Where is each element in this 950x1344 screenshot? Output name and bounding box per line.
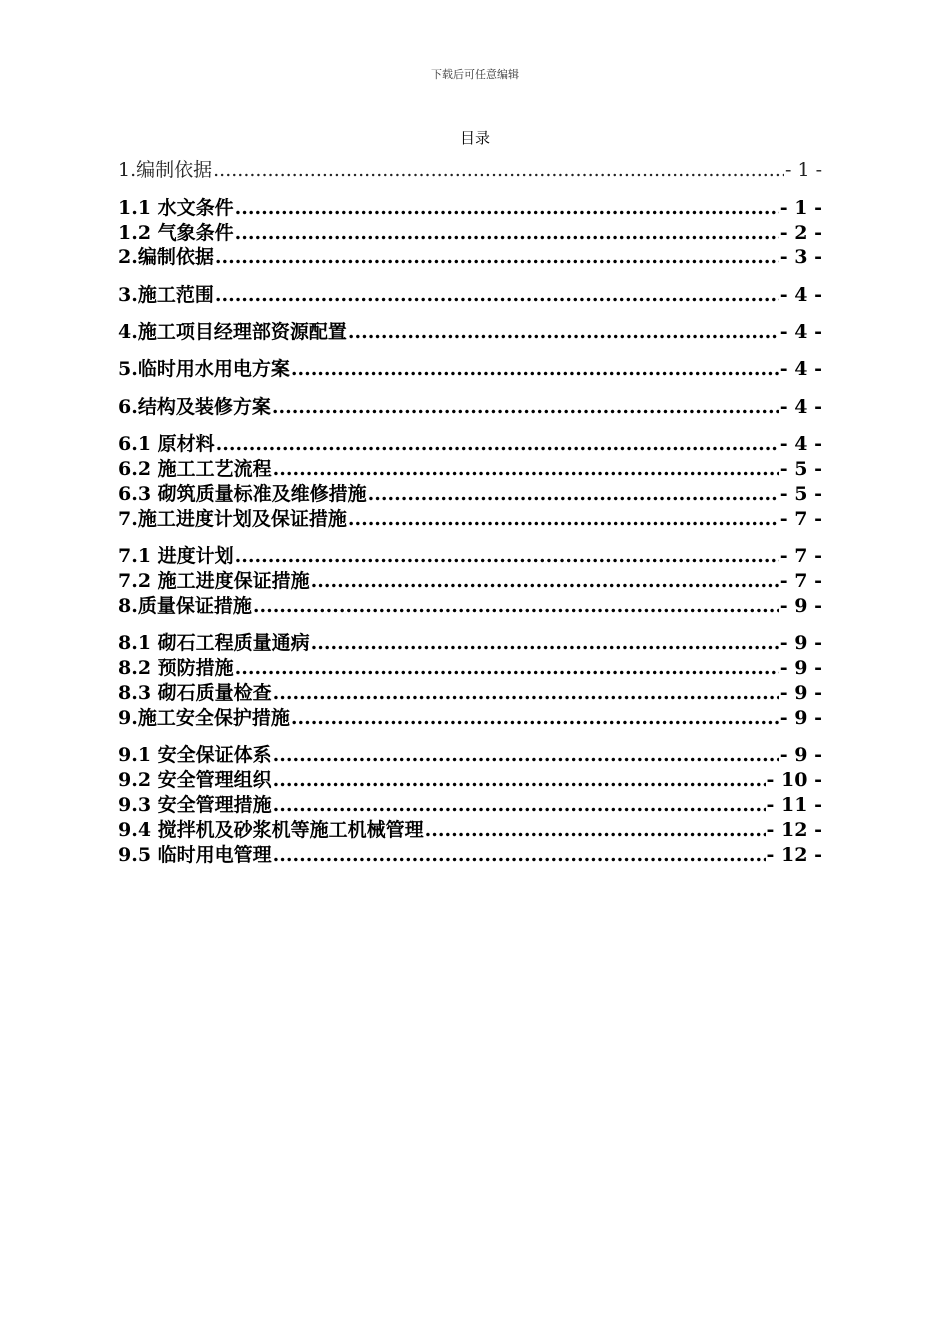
toc-entry-page: - 2 - [779,222,822,244]
toc-entry-page: - 9 - [779,707,822,729]
toc-entry-page: - 4 - [779,358,822,380]
toc-entry-label: 6.3 砌筑质量标准及维修措施 [118,483,367,505]
toc-entry[interactable] [118,818,822,842]
toc-entry-page: - 1 - [784,159,822,181]
toc-entry[interactable] [118,843,822,867]
toc-dot-leader [215,283,779,307]
toc-entry[interactable] [118,656,822,680]
toc-entry-label: 6.2 施工工艺流程 [118,458,272,480]
toc-entry[interactable] [118,457,822,481]
toc-dot-leader [348,320,779,344]
toc-entry-page: - 12 - [766,844,822,866]
toc-dot-leader [311,569,779,593]
toc-dot-leader [273,457,779,481]
toc-entry[interactable] [118,544,822,568]
toc-entry[interactable] [118,245,822,269]
toc-entry-page: - 10 - [766,769,822,791]
toc-entry-label: 5.临时用水用电方案 [118,358,290,380]
toc-entry-page: - 4 - [779,284,822,306]
toc-dot-leader [348,507,779,531]
toc-entry-label: 2.编制依据 [118,246,214,268]
toc-entry-label: 8.2 预防措施 [118,657,234,679]
toc-entry-label: 6.结构及装修方案 [118,396,271,418]
toc-entry-label: 9.5 临时用电管理 [118,844,272,866]
toc-dot-leader [291,357,779,381]
toc-dot-leader [425,818,766,842]
toc-entry-page: - 12 - [766,819,822,841]
toc-dot-leader [273,681,779,705]
toc-entry-label: 9.施工安全保护措施 [118,707,290,729]
toc-entry[interactable] [118,221,822,245]
toc-dot-leader [272,395,779,419]
toc-entry-label: 7.施工进度计划及保证措施 [118,508,347,530]
toc-entry-label: 1.2 气象条件 [118,222,234,244]
toc-entry[interactable] [118,395,822,419]
toc-entry-page: - 4 - [779,433,822,455]
toc-entry[interactable] [118,482,822,506]
toc-title: 目录 [459,129,490,147]
toc-entry-page: - 3 - [779,246,822,268]
toc-dot-leader [273,743,779,767]
toc-entry[interactable] [118,507,822,531]
toc-entry-page: - 11 - [766,794,822,816]
toc-entry-page: - 4 - [779,321,822,343]
toc-entry-label: 9.1 安全保证体系 [118,744,272,766]
toc-dot-leader [253,594,779,618]
toc-entry[interactable] [118,432,822,456]
toc-dot-leader [273,768,766,792]
toc-dot-leader [235,656,779,680]
toc-entry-label: 4.施工项目经理部资源配置 [118,321,347,343]
toc-entry-label: 7.1 进度计划 [118,545,234,567]
toc-entry-page: - 9 - [779,657,822,679]
toc-entry-page: - 4 - [779,396,822,418]
toc-entry-label: 9.4 搅拌机及砂浆机等施工机械管理 [118,819,424,841]
toc-entry-label: 6.1 原材料 [118,433,215,455]
toc-dot-leader [235,544,779,568]
toc-entry-label: 9.2 安全管理组织 [118,769,272,791]
toc-entry[interactable] [118,743,822,767]
toc-dot-leader [235,196,779,220]
toc-entry[interactable] [118,631,822,655]
toc-entry-label: 3.施工范围 [118,284,214,306]
toc-entry-page: - 7 - [779,508,822,530]
toc-entry[interactable] [118,283,822,307]
toc-entry[interactable] [118,320,822,344]
toc-entry-page: - 7 - [779,545,822,567]
toc-entry-label: 1.编制依据 [118,159,213,181]
toc-entry-page: - 9 - [779,744,822,766]
toc-dot-leader [216,432,779,456]
toc-entry-label: 9.3 安全管理措施 [118,794,272,816]
toc-entry[interactable] [118,681,822,705]
toc-entry[interactable] [118,793,822,817]
header-note: 下载后可任意编辑 [431,68,519,81]
toc-entry-label: 1.1 水文条件 [118,197,234,219]
toc-entry-page: - 9 - [779,682,822,704]
toc-entry[interactable] [118,594,822,618]
toc-entry-page: - 1 - [779,197,822,219]
toc-entry-label: 8.质量保证措施 [118,595,252,617]
toc-dot-leader [368,482,779,506]
toc-entry[interactable] [118,158,822,182]
toc-dot-leader [273,793,766,817]
toc-dot-leader [273,843,766,867]
toc-entry[interactable] [118,768,822,792]
toc-entry[interactable] [118,357,822,381]
toc-dot-leader [213,158,784,182]
toc-entry-page: - 9 - [779,595,822,617]
toc-dot-leader [215,245,779,269]
toc-entry-page: - 5 - [779,483,822,505]
toc-dot-leader [311,631,779,655]
toc-entry-label: 8.3 砌石质量检查 [118,682,272,704]
toc-dot-leader [235,221,779,245]
toc-dot-leader [291,706,779,730]
toc-entry-label: 8.1 砌石工程质量通病 [118,632,310,654]
toc-entry-page: - 7 - [779,570,822,592]
toc-entry-label: 7.2 施工进度保证措施 [118,570,310,592]
toc-entry[interactable] [118,196,822,220]
toc-entry[interactable] [118,706,822,730]
toc-entry-page: - 5 - [779,458,822,480]
toc-entry-page: - 9 - [779,632,822,654]
toc-entry[interactable] [118,569,822,593]
